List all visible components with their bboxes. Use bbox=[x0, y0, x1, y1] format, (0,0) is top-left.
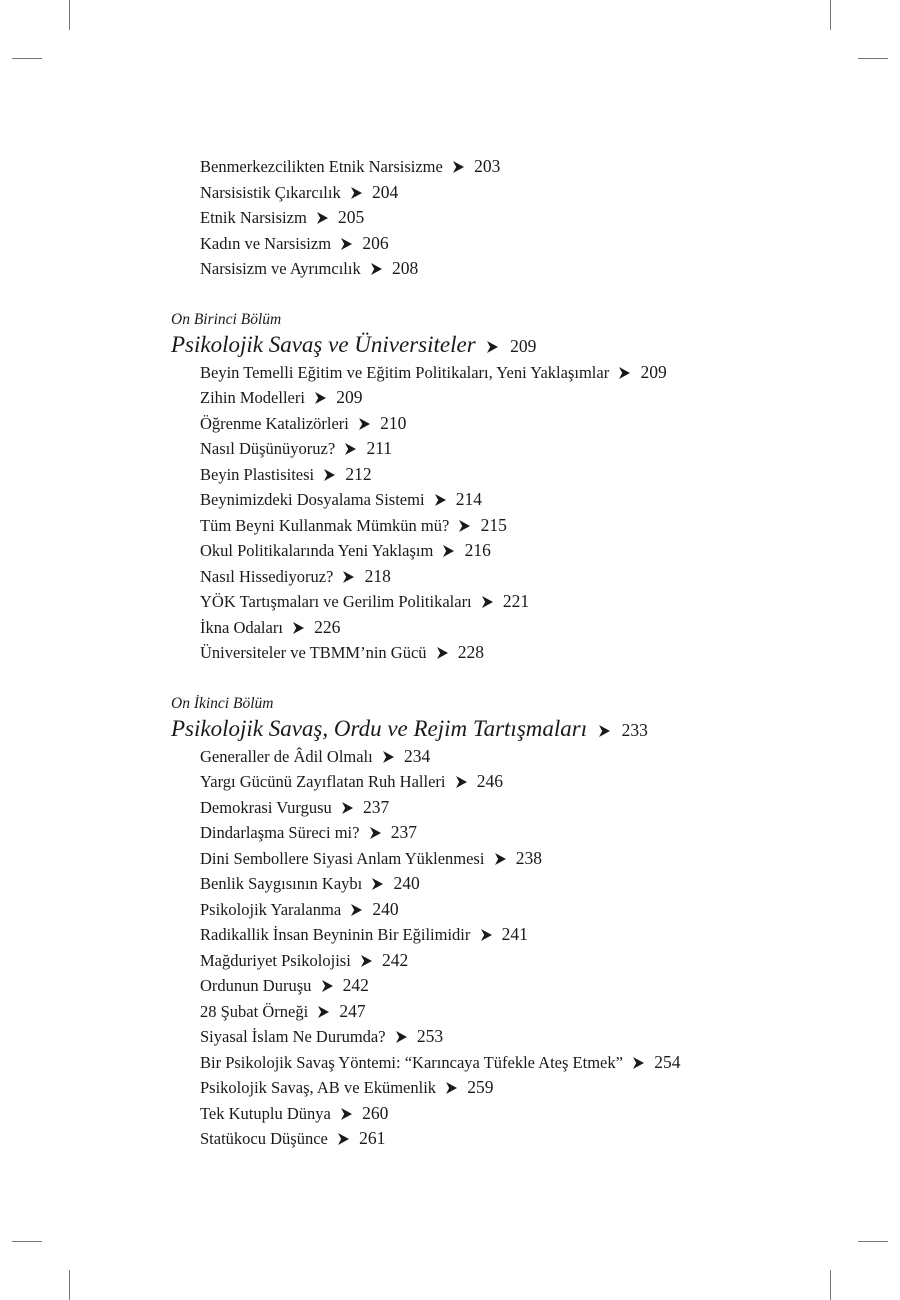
toc-entry[interactable] bbox=[200, 436, 771, 462]
toc-entry-title: Mağduriyet Psikolojisi bbox=[200, 950, 351, 970]
toc-entry-page: 206 bbox=[362, 232, 389, 253]
toc-entry[interactable] bbox=[200, 871, 771, 897]
toc-entry-page: 246 bbox=[476, 771, 503, 791]
chapter-page: 233 bbox=[621, 719, 648, 740]
toc-entry-page: 203 bbox=[474, 156, 501, 176]
arrow-bullet-icon bbox=[599, 725, 610, 737]
arrow-bullet-icon bbox=[619, 367, 630, 379]
toc-entry[interactable] bbox=[200, 154, 771, 180]
toc-entry-title: Benmerkezcilikten Etnik Narsisizme bbox=[200, 157, 443, 176]
toc-entry-page: 210 bbox=[380, 412, 407, 433]
toc-entry[interactable] bbox=[200, 231, 771, 257]
toc-entry-page: 242 bbox=[382, 949, 409, 970]
arrow-bullet-icon bbox=[318, 1006, 329, 1018]
toc-entry-title: YÖK Tartışmaları ve Gerilim Politikaları bbox=[200, 592, 472, 611]
arrow-bullet-icon bbox=[345, 443, 356, 455]
arrow-bullet-icon bbox=[396, 1031, 407, 1043]
arrow-bullet-icon bbox=[359, 418, 370, 430]
chapter-page: 209 bbox=[510, 335, 537, 356]
toc-entry-title: Narsisistik Çıkarcılık bbox=[200, 182, 341, 202]
toc-entry-page: 205 bbox=[338, 207, 365, 227]
toc-entry-title: Beyin Temelli Eğitim ve Eğitim Politikaları, Yeni Yaklaşımlar bbox=[200, 362, 610, 382]
toc-entry-page: 254 bbox=[654, 1051, 681, 1072]
entry-group bbox=[171, 154, 771, 282]
toc-entry-title: Nasıl Hissediyoruz? bbox=[200, 566, 334, 586]
toc-entry[interactable] bbox=[200, 820, 771, 846]
arrow-bullet-icon bbox=[487, 341, 498, 353]
arrow-bullet-icon bbox=[481, 929, 492, 941]
arrow-bullet-icon bbox=[482, 596, 493, 608]
toc-entry-page: 261 bbox=[359, 1128, 386, 1148]
crop-mark-top-left bbox=[69, 0, 70, 30]
toc-entry-title: İkna Odaları bbox=[200, 617, 283, 637]
toc-entry[interactable] bbox=[200, 1075, 771, 1101]
toc-entry[interactable] bbox=[200, 411, 771, 437]
toc-entry-title: Siyasal İslam Ne Durumda? bbox=[200, 1027, 386, 1046]
chapter-section bbox=[171, 309, 771, 666]
toc-entry-page: 240 bbox=[393, 873, 420, 893]
toc-entry-page: 204 bbox=[371, 181, 399, 202]
toc-entry-page: 221 bbox=[502, 591, 530, 611]
toc-entry-page: 211 bbox=[366, 438, 393, 458]
toc-entry-page: 209 bbox=[640, 361, 667, 382]
toc-entry-title: Tek Kutuplu Dünya bbox=[200, 1103, 331, 1123]
toc-entry-page: 247 bbox=[339, 1000, 366, 1021]
toc-entry[interactable] bbox=[200, 462, 771, 488]
arrow-bullet-icon bbox=[371, 263, 382, 275]
arrow-bullet-icon bbox=[341, 238, 352, 250]
toc-entry-page: 218 bbox=[364, 565, 391, 586]
toc-entry-title: Psikolojik Savaş, AB ve Ekümenlik bbox=[200, 1078, 437, 1097]
arrow-bullet-icon bbox=[370, 827, 381, 839]
toc-entry[interactable] bbox=[200, 1050, 771, 1076]
toc-entry[interactable] bbox=[200, 385, 771, 411]
chapter-title-text: Psikolojik Savaş ve Üniversiteler bbox=[171, 331, 476, 357]
toc-entry[interactable] bbox=[200, 205, 771, 231]
toc-entry-title: Yargı Gücünü Zayıflatan Ruh Halleri bbox=[200, 772, 446, 791]
toc-entry-title: Üniversiteler ve TBMM’nin Gücü bbox=[200, 643, 427, 662]
chapter-label: On Birinci Bölüm bbox=[171, 310, 282, 328]
arrow-bullet-icon bbox=[351, 904, 362, 916]
toc-entry[interactable] bbox=[200, 1024, 771, 1050]
table-of-contents bbox=[171, 154, 771, 1152]
arrow-bullet-icon bbox=[437, 647, 448, 659]
toc-entry[interactable] bbox=[200, 615, 771, 641]
arrow-bullet-icon bbox=[338, 1133, 349, 1145]
arrow-bullet-icon bbox=[383, 751, 394, 763]
toc-entry[interactable] bbox=[200, 180, 771, 206]
toc-entry-page: 260 bbox=[362, 1102, 389, 1123]
toc-entry-title: Benlik Saygısının Kaybı bbox=[200, 874, 363, 893]
toc-entry[interactable] bbox=[200, 897, 771, 923]
arrow-bullet-icon bbox=[495, 853, 506, 865]
chapter-label: On İkinci Bölüm bbox=[171, 694, 274, 712]
toc-entry-page: 234 bbox=[403, 745, 431, 766]
toc-entry-page: 215 bbox=[480, 514, 507, 535]
toc-entry-title: Dindarlaşma Süreci mi? bbox=[200, 823, 360, 842]
arrow-bullet-icon bbox=[341, 1108, 352, 1120]
toc-entry[interactable] bbox=[200, 256, 771, 282]
arrow-bullet-icon bbox=[633, 1057, 644, 1069]
toc-entry-title: Tüm Beyni Kullanmak Mümkün mü? bbox=[200, 515, 450, 535]
toc-entry[interactable] bbox=[200, 922, 771, 948]
arrow-bullet-icon bbox=[435, 494, 446, 506]
toc-entry-title: Statükocu Düşünce bbox=[200, 1129, 328, 1148]
arrow-bullet-icon bbox=[446, 1082, 457, 1094]
toc-entry-title: Narsisizm ve Ayrımcılık bbox=[200, 259, 361, 278]
toc-entry-title: Nasıl Düşünüyoruz? bbox=[200, 439, 336, 458]
toc-entry-title: Generaller de Âdil Olmalı bbox=[200, 746, 373, 766]
toc-entry-page: 226 bbox=[314, 616, 341, 637]
arrow-bullet-icon bbox=[453, 161, 464, 173]
toc-entry-title: Beyin Plastisitesi bbox=[200, 464, 315, 484]
toc-entry-page: 228 bbox=[457, 642, 485, 662]
toc-entry-page: 259 bbox=[467, 1077, 494, 1097]
arrow-bullet-icon bbox=[443, 545, 454, 557]
toc-entry-title: Psikolojik Yaralanma bbox=[200, 899, 342, 919]
toc-entry-title: Beynimizdeki Dosyalama Sistemi bbox=[200, 490, 425, 509]
crop-mark-left-bottom bbox=[12, 1241, 42, 1242]
toc-entry[interactable] bbox=[200, 564, 771, 590]
toc-entry[interactable] bbox=[200, 999, 771, 1025]
toc-entry-title: Öğrenme Katalizörleri bbox=[200, 413, 349, 433]
toc-entry[interactable] bbox=[200, 744, 771, 770]
toc-entry[interactable] bbox=[200, 513, 771, 539]
chapter-title[interactable] bbox=[171, 331, 771, 360]
toc-entry[interactable] bbox=[200, 640, 771, 666]
toc-entry-title: Bir Psikolojik Savaş Yöntemi: “Karıncaya Tüfekle Ateş Etmek” bbox=[200, 1052, 623, 1072]
crop-mark-right-top bbox=[858, 58, 888, 59]
toc-entry-title: 28 Şubat Örneği bbox=[200, 1001, 309, 1021]
toc-entry-page: 241 bbox=[501, 924, 528, 944]
toc-entry[interactable] bbox=[200, 538, 771, 564]
arrow-bullet-icon bbox=[372, 878, 383, 890]
toc-entry[interactable] bbox=[200, 1101, 771, 1127]
toc-entry-page: 214 bbox=[455, 489, 483, 509]
arrow-bullet-icon bbox=[342, 802, 353, 814]
arrow-bullet-icon bbox=[459, 520, 470, 532]
toc-entry-title: Etnik Narsisizm bbox=[200, 208, 307, 227]
toc-entry-title: Demokrasi Vurgusu bbox=[200, 797, 332, 817]
toc-entry[interactable] bbox=[200, 846, 771, 872]
toc-entry-page: 238 bbox=[515, 847, 542, 868]
arrow-bullet-icon bbox=[456, 776, 467, 788]
crop-mark-right-bottom bbox=[858, 1241, 888, 1242]
toc-entry[interactable] bbox=[200, 769, 771, 795]
arrow-bullet-icon bbox=[343, 571, 354, 583]
toc-entry[interactable] bbox=[200, 948, 771, 974]
toc-entry-title: Zihin Modelleri bbox=[200, 388, 305, 407]
arrow-bullet-icon bbox=[317, 212, 328, 224]
toc-entry-page: 237 bbox=[363, 796, 390, 817]
crop-mark-top-right bbox=[830, 0, 831, 30]
arrow-bullet-icon bbox=[324, 469, 335, 481]
toc-entry-page: 253 bbox=[416, 1026, 444, 1046]
crop-mark-bottom-left bbox=[69, 1270, 70, 1300]
toc-entry-title: Dini Sembollere Siyasi Anlam Yüklenmesi bbox=[200, 848, 485, 868]
crop-mark-left-top bbox=[12, 58, 42, 59]
toc-entry[interactable] bbox=[200, 1126, 771, 1152]
toc-entry-page: 240 bbox=[372, 898, 399, 919]
toc-entry-title: Radikallik İnsan Beyninin Bir Eğilimidir bbox=[200, 925, 471, 944]
arrow-bullet-icon bbox=[315, 392, 326, 404]
chapter-section bbox=[171, 693, 771, 1152]
toc-entry-title: Okul Politikalarında Yeni Yaklaşım bbox=[200, 541, 434, 560]
toc-entry[interactable] bbox=[200, 973, 771, 999]
toc-entry-page: 237 bbox=[390, 822, 417, 842]
arrow-bullet-icon bbox=[351, 187, 362, 199]
chapter-title-text: Psikolojik Savaş, Ordu ve Rejim Tartışmaları bbox=[171, 715, 588, 741]
arrow-bullet-icon bbox=[322, 980, 333, 992]
toc-entry-page: 212 bbox=[345, 463, 372, 484]
toc-entry-title: Kadın ve Narsisizm bbox=[200, 233, 332, 253]
crop-mark-bottom-right bbox=[830, 1270, 831, 1300]
toc-entry[interactable] bbox=[200, 589, 771, 615]
toc-entry-page: 216 bbox=[464, 540, 491, 560]
toc-entry-title: Ordunun Duruşu bbox=[200, 976, 312, 995]
arrow-bullet-icon bbox=[361, 955, 372, 967]
toc-entry[interactable] bbox=[200, 487, 771, 513]
toc-entry[interactable] bbox=[200, 360, 771, 386]
toc-entry-page: 242 bbox=[342, 975, 369, 995]
toc-entry-page: 208 bbox=[391, 258, 419, 278]
chapter-title[interactable] bbox=[171, 715, 771, 744]
toc-entry[interactable] bbox=[200, 795, 771, 821]
toc-entry-page: 209 bbox=[336, 387, 363, 407]
arrow-bullet-icon bbox=[293, 622, 304, 634]
